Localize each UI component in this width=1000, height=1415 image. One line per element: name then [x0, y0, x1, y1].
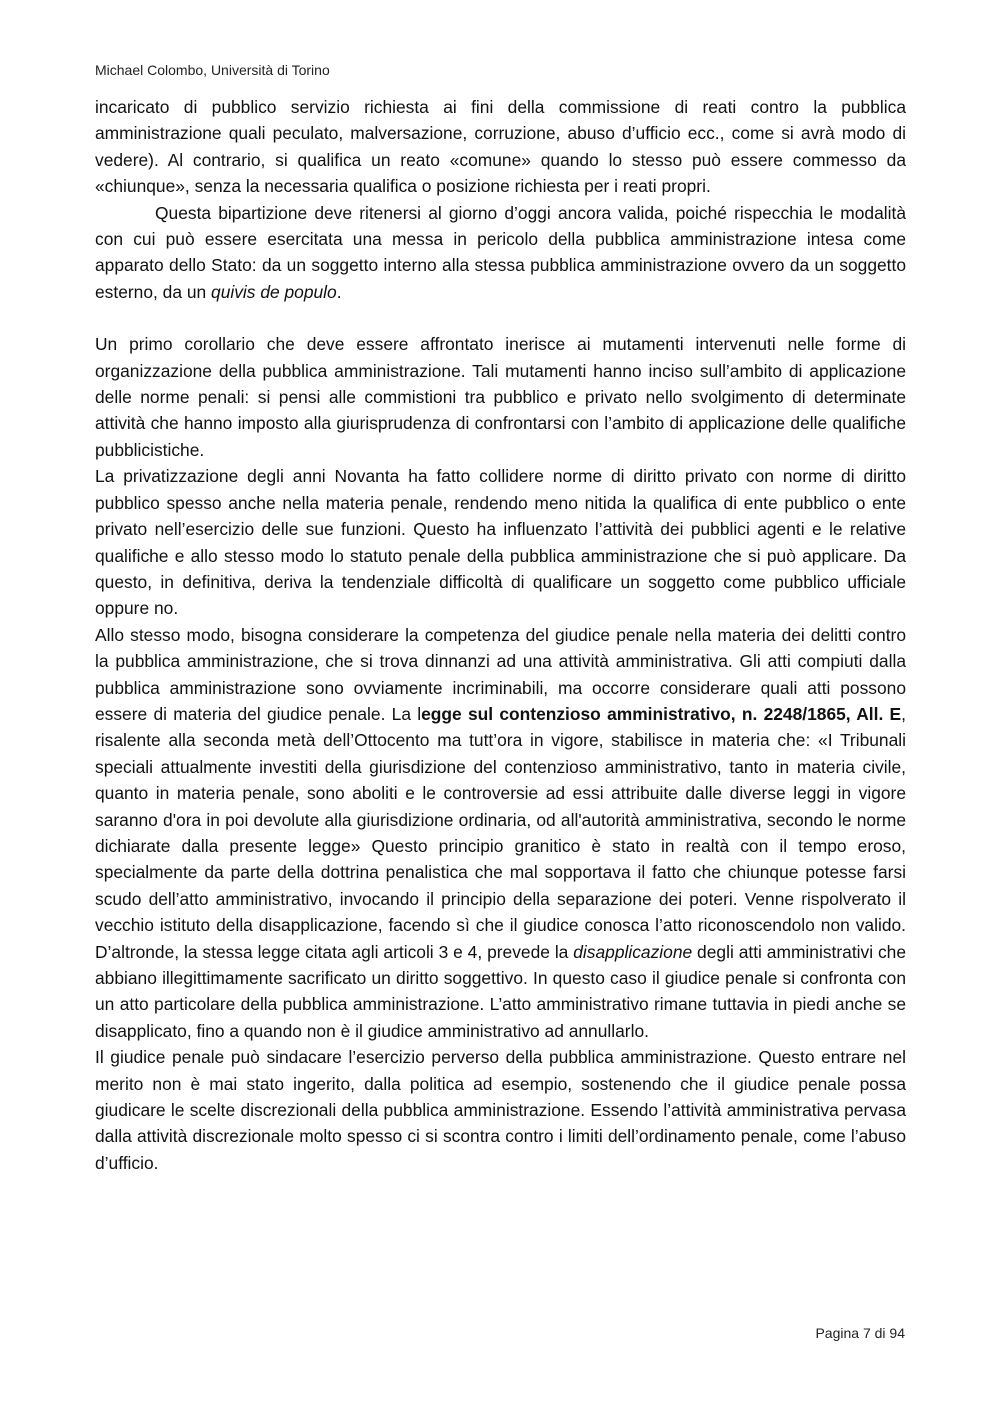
paragraph-5-bold-citation: egge sul contenzioso amministrativo, n. 2248/1865, All. E — [421, 703, 902, 724]
paragraph-5 — [95, 622, 906, 1045]
page-number: Pagina 7 di 94 — [815, 1325, 905, 1341]
paragraph-6: Il giudice penale può sindacare l’esercizio perverso della pubblica amministrazione. Questo entrare nel merito non è mai stato ingerito, dalla politica ad esempio, sostenendo che il giudice penale possa giudicare le scelte discrezionali della pubblica amministrazione. Essendo l’attività amministrativa pervasa dalla attività discrezionale molto spesso ci si scontra contro i limiti dell’ordinamento penale, come l’abuso d’ufficio. — [95, 1047, 906, 1173]
paragraph-3: Un primo corollario che deve essere affrontato inerisce ai mutamenti intervenuti nelle forme di organizzazione della pubblica amministrazione. Tali mutamenti hanno inciso sull’ambito di applicazione delle norme penali: si pensi alle commistioni tra pubblico e privato nello svolgimento di determinate attività che hanno imposto alla giurisprudenza di confrontarsi con l’ambito di applicazione delle qualifiche pubblicistiche. — [95, 334, 906, 460]
document-body — [95, 94, 906, 1176]
paragraph-2-text: Questa bipartizione deve ritenersi al giorno d’oggi ancora valida, poiché rispecchia le modalità con cui può essere esercitata una messa in pericolo della pubblica amministrazione intesa come apparato dello Stato: da un soggetto interno alla stessa pubblica amministrazione ovvero da un soggetto esterno, da un — [95, 202, 906, 302]
paragraph-5-part-a: Allo stesso modo, bisogna considerare la competenza del giudice penale nella materia dei delitti contro la pubblica amministrazione, che si trova dinnanzi ad una attività amministrativa. Gli atti compiuti dalla pubblica amministrazione sono ovviamente incriminabili, ma occorre considerare quali atti possono essere di materia del giudice penale. La l — [95, 624, 906, 724]
page-header: Michael Colombo, Università di Torino — [95, 62, 330, 78]
paragraph-5-part-c: degli atti amministrativi che abbiano illegittimamente sacrificato un diritto soggettivo. In questo caso il giudice penale si confronta con un atto particolare della pubblica amministrazione. L’atto amministrativo rimane tuttavia in piedi anche se disapplicato, fino a quando non è il giudice amministrativo ad annullarlo. — [95, 941, 906, 1041]
paragraph-5-italic: disapplicazione — [573, 941, 693, 962]
paragraph-2-italic: quivis de populo — [211, 281, 337, 302]
paragraph-1: incaricato di pubblico servizio richiesta ai fini della commissione di reati contro la pubblica amministrazione quali peculato, malversazione, corruzione, abuso d’ufficio ecc., come si avrà modo di vedere). Al contrario, si qualifica un reato «comune» quando lo stesso può essere commesso da «chiunque», senza la necessaria qualifica o posizione richiesta per i reati propri. — [95, 97, 906, 197]
paragraph-5-part-b: , risalente alla seconda metà dell’Ottocento ma tutt’ora in vigore, stabilisce in materia che: «I Tribunali speciali attualmente investiti della giurisdizione del contenzioso amministrativo, tanto in materia civile, quanto in materia penale, sono aboliti e le controversie ad essi attribuite dalle diverse leggi in vigore saranno d'ora in poi devolute alla giurisdizione ordinaria, od all'autorità amministrativa, secondo le norme dichiarate dalla presente legge» Questo principio granitico è stato in realtà con il tempo eroso, specialmente da parte della dottrina penalistica che mal sopportava il fatto che chiunque potesse farsi scudo dell’atto amministrativo, invocando il principio della separazione dei poteri. Venne rispolverato il vecchio istituto della disapplicazione, facendo sì che il giudice conosca l’atto riconoscendolo non valido. D’altronde, la stessa legge citata agli articoli 3 e 4, prevede la — [95, 703, 906, 962]
paragraph-4: La privatizzazione degli anni Novanta ha fatto collidere norme di diritto privato con norme di diritto pubblico spesso anche nella materia penale, rendendo meno nitida la qualifica di ente pubblico o ente privato nell’esercizio delle sue funzioni. Questo ha influenzato l’attività dei pubblici agenti e le relative qualifiche e allo stesso modo lo statuto penale della pubblica amministrazione che si può applicare. Da questo, in definitiva, deriva la tendenziale difficoltà di qualificare un soggetto come pubblico ufficiale oppure no. — [95, 466, 906, 619]
paragraph-2-end: . — [336, 281, 342, 302]
paragraph-2 — [95, 200, 906, 306]
paragraph-gap — [95, 305, 906, 331]
